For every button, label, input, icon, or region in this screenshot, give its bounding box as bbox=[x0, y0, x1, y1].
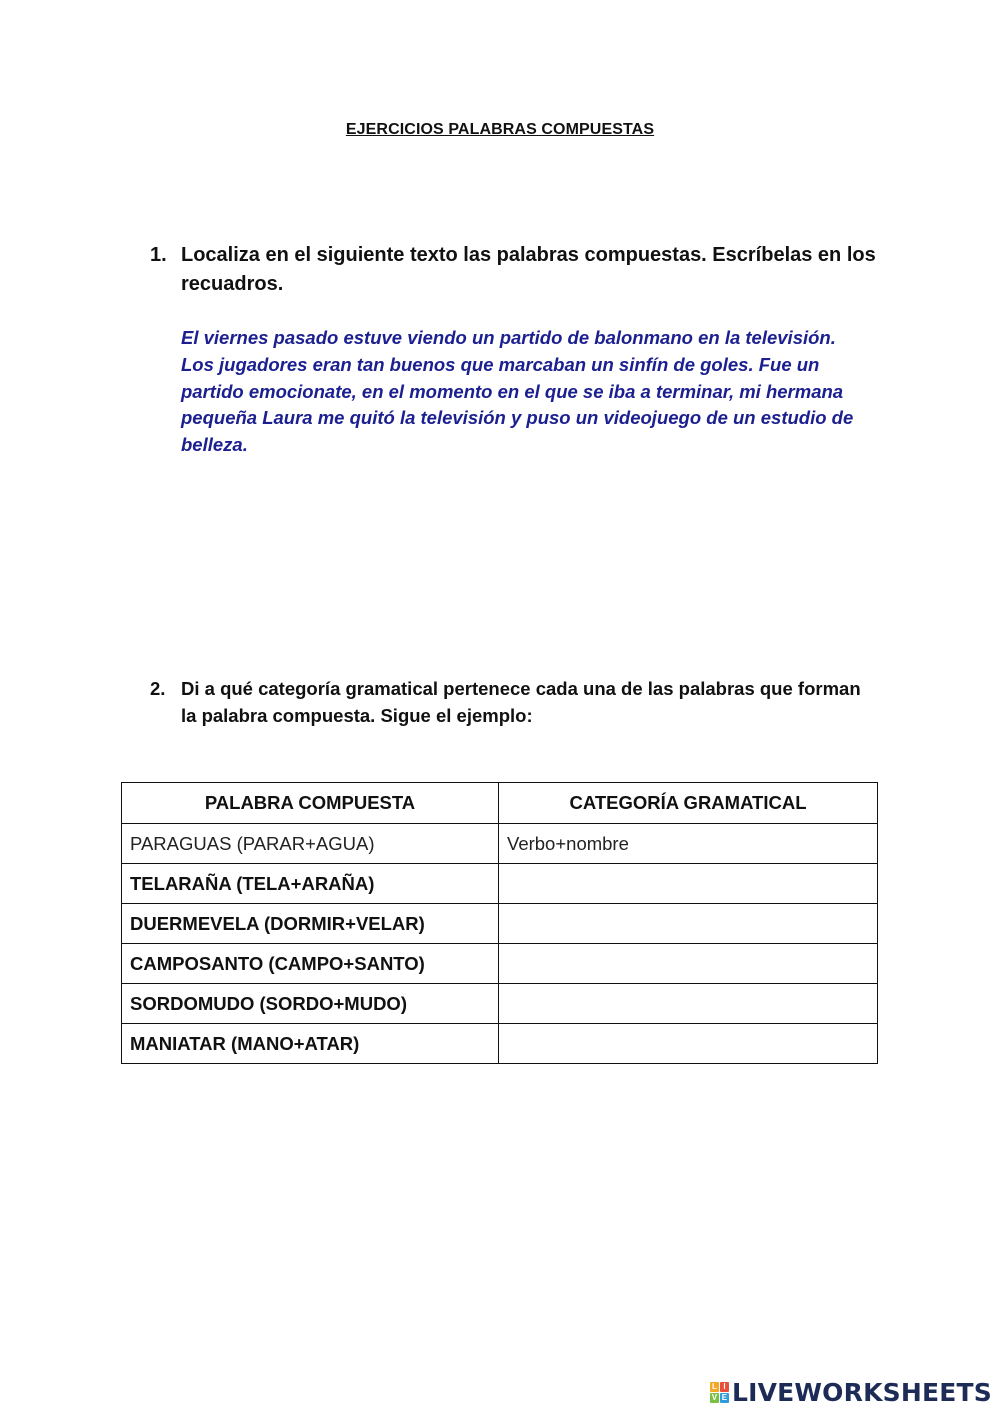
category-cell: Verbo+nombre bbox=[499, 824, 878, 864]
liveworksheets-brand bbox=[710, 1378, 992, 1407]
exercise-1-number: 1. bbox=[150, 244, 167, 266]
compound-word-cell: PARAGUAS (PARAR+AGUA) bbox=[122, 824, 499, 864]
exercise-1-passage: El viernes pasado estuve viendo un partido de balonmano en la televisión. Los jugadores eran tan buenos que marcaban un sinfín de goles. Fue un partido emocionate, en el momento en el que se iba a terminar, mi hermana pequeña Laura me quitó la televisión y puso un videojuego de un estudio de belleza. bbox=[181, 327, 854, 456]
table-row bbox=[122, 1024, 878, 1064]
compound-word-cell: TELARAÑA (TELA+ARAÑA) bbox=[122, 864, 499, 904]
category-answer-cell[interactable] bbox=[499, 1024, 878, 1064]
header-compound-word: PALABRA COMPUESTA bbox=[122, 783, 499, 824]
compound-word-cell: MANIATAR (MANO+ATAR) bbox=[122, 1024, 499, 1064]
exercise-2-instruction: Di a qué categoría gramatical pertenece cada una de las palabras que forman la palabra compuesta. Sigue el ejemplo: bbox=[181, 678, 861, 726]
table-row bbox=[122, 864, 878, 904]
compound-words-table bbox=[121, 782, 878, 1064]
logo-letter-l: L bbox=[710, 1382, 719, 1392]
brand-name: LIVEWORKSHEETS bbox=[731, 1378, 992, 1407]
category-answer-cell[interactable] bbox=[499, 864, 878, 904]
logo-letter-v: V bbox=[711, 1393, 718, 1402]
logo-letter-i: I bbox=[720, 1382, 729, 1392]
page-title: EJERCICIOS PALABRAS COMPUESTAS bbox=[345, 121, 655, 138]
compound-word-cell: SORDOMUDO (SORDO+MUDO) bbox=[122, 984, 499, 1024]
table-row bbox=[122, 904, 878, 944]
logo-letter-e: E bbox=[721, 1393, 728, 1402]
category-answer-cell[interactable] bbox=[499, 984, 878, 1024]
table-header-row bbox=[122, 783, 878, 824]
table-row bbox=[122, 824, 878, 864]
liveworksheets-logo-icon bbox=[710, 1382, 729, 1403]
exercise-1-instruction: Localiza en el siguiente texto las palabras compuestas. Escríbelas en los recuadros. bbox=[181, 244, 876, 295]
exercise-2-number: 2. bbox=[150, 678, 166, 699]
table-row bbox=[122, 944, 878, 984]
exercise-2 bbox=[150, 675, 880, 729]
compound-word-cell: DUERMEVELA (DORMIR+VELAR) bbox=[122, 904, 499, 944]
exercise-1 bbox=[150, 241, 880, 459]
category-answer-cell[interactable] bbox=[499, 944, 878, 984]
header-grammatical-category: CATEGORÍA GRAMATICAL bbox=[499, 783, 878, 824]
table-row bbox=[122, 984, 878, 1024]
compound-word-cell: CAMPOSANTO (CAMPO+SANTO) bbox=[122, 944, 499, 984]
category-answer-cell[interactable] bbox=[499, 904, 878, 944]
